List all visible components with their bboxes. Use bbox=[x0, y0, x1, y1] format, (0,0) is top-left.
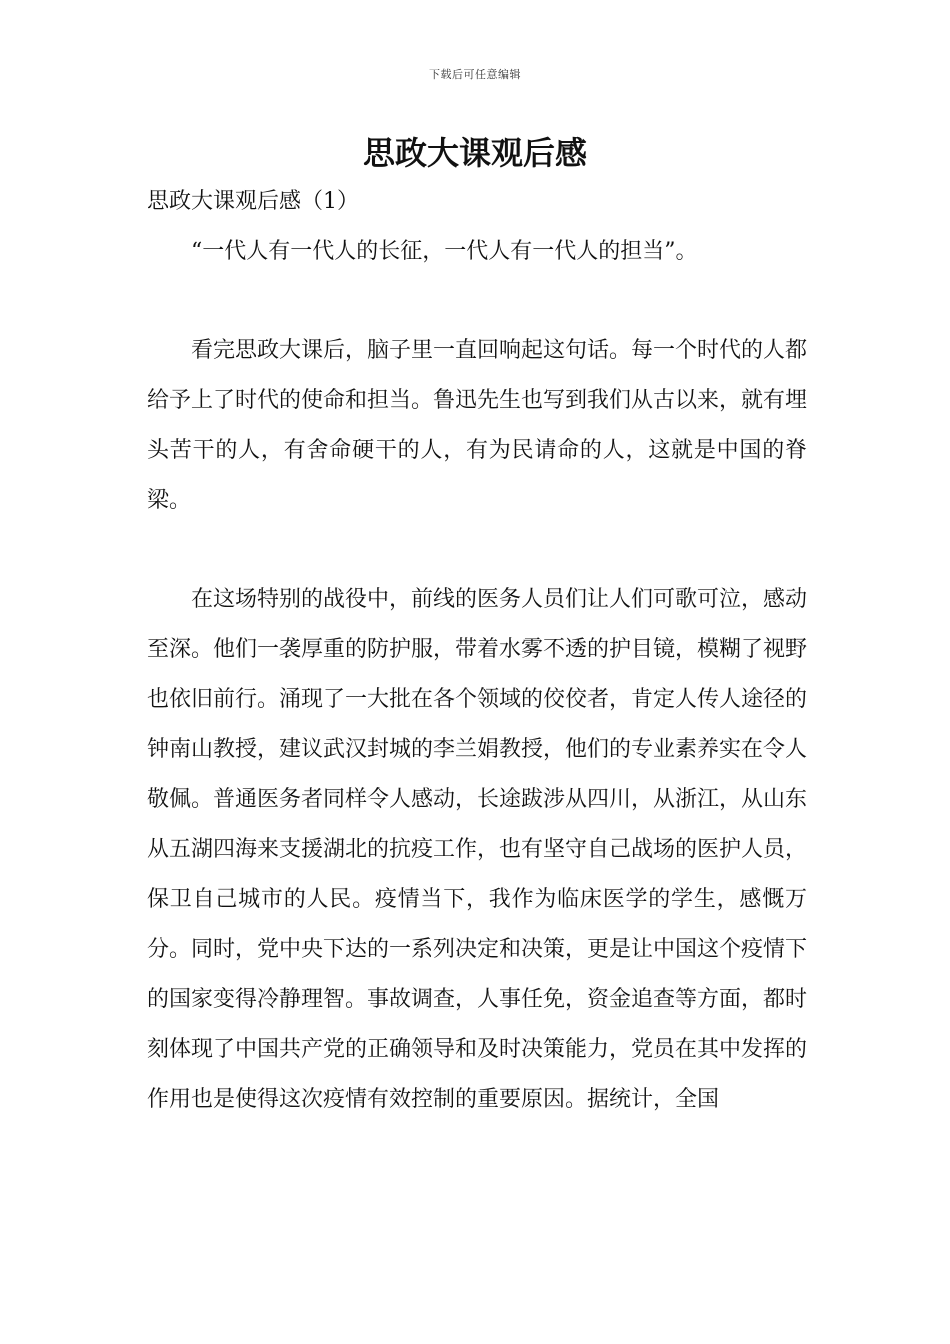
header-note: 下载后可任意编辑 bbox=[429, 68, 521, 81]
paragraph-1: 看完思政大课后，脑子里一直回响起这句话。每一个时代的人都给予上了时代的使命和担当。鲁迅先生也写到我们从古以来，就有埋头苦干的人，有舍命硬干的人，有为民请命的人，这就是中国的脊梁。 bbox=[147, 338, 808, 513]
document-title: 思政大课观后感 bbox=[362, 134, 587, 172]
document-subtitle: 思政大课观后感（1） bbox=[147, 189, 359, 214]
opening-quote: “一代人有一代人的长征，一代人有一代人的担当”。 bbox=[191, 239, 698, 264]
paragraph-2: 在这场特别的战役中，前线的医务人员们让人们可歌可泣，感动至深。他们一袭厚重的防护服，带着水雾不透的护目镜，模糊了视野也依旧前行。涌现了一大批在各个领域的佼佼者，肯定人传人途径的钟南山教授，建议武汉封城的李兰娟教授，他们的专业素养实在令人敬佩。普通医务者同样令人感动，长途跋涉从四川，从浙江，从山东从五湖四海来支援湖北的抗疫工作，也有坚守自己战场的医护人员，保卫自己城市的人民。疫情当下，我作为临床医学的学生，感慨万分。同时，党中央下达的一系列决定和决策，更是让中国这个疫情下的国家变得冷静理智。事故调查，人事任免，资金追查等方面，都时刻体现了中国共产党的正确领导和及时决策能力，党员在其中发挥的作用也是使得这次疫情有效控制的重要原因。据统计，全国 bbox=[147, 587, 808, 1112]
